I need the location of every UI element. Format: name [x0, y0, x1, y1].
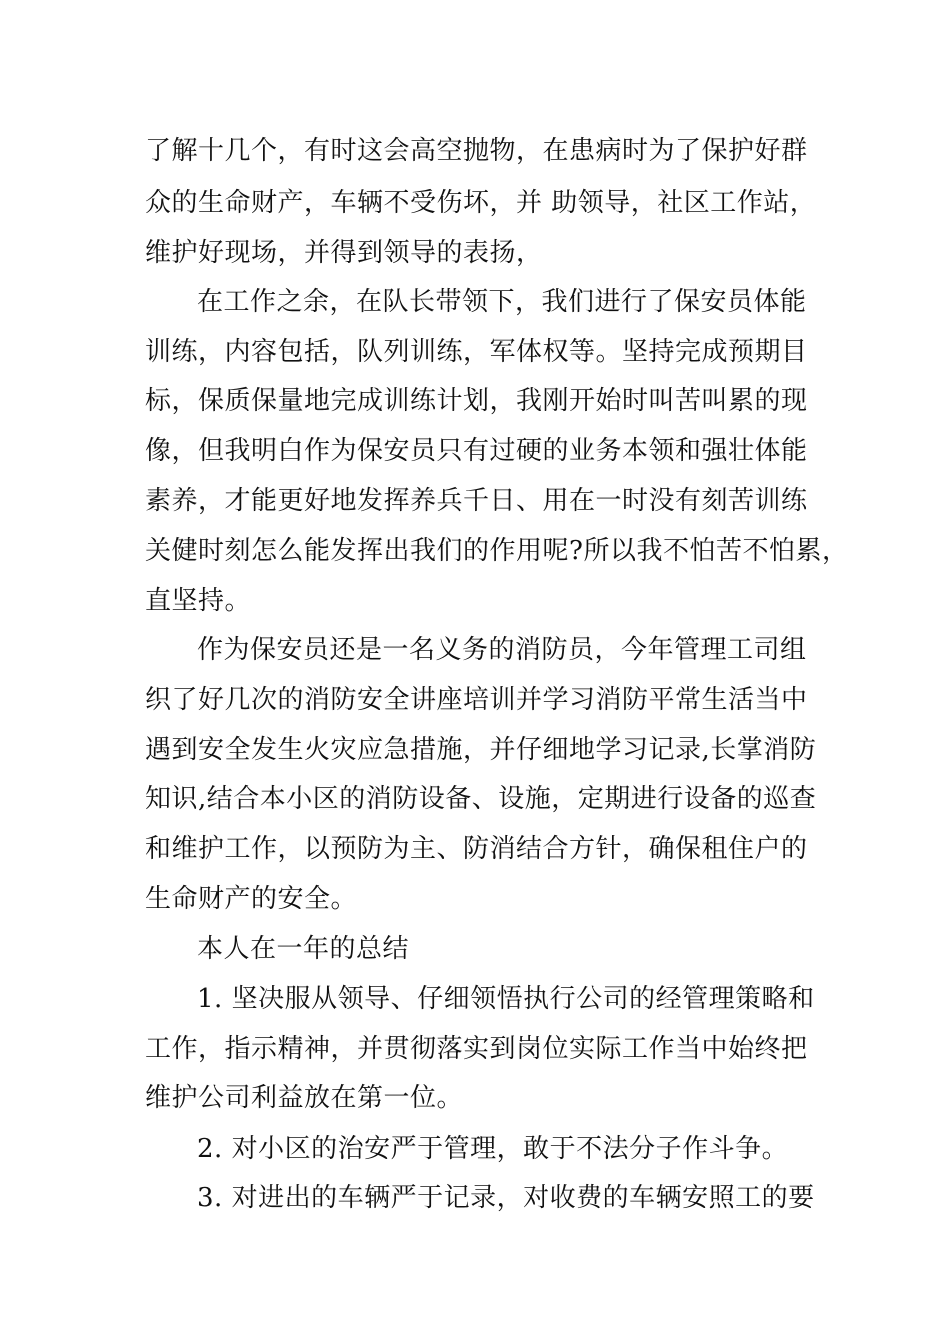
text-line: 标，保质保量地完成训练计划，我刚开始时叫苦叫累的现 [145, 386, 808, 416]
text-line: 和维护工作，以预防为主、防消结合方针，确保租住户的 [145, 834, 808, 864]
text-line: 维护好现场，并得到领导的表扬， [145, 238, 543, 268]
paragraph-start-line: 作为保安员还是一名义务的消防员，今年管理工司组 [197, 635, 807, 665]
text-line: 众的生命财产，车辆不受伤坏，并 助领导，社区工作站， [145, 188, 817, 218]
list-item-1: 1. 坚决服从领导、仔细领悟执行公司的经管理策略和 [197, 984, 815, 1014]
text-line: 维护公司利益放在第一位。 [145, 1083, 464, 1113]
list-item-3: 3. 对进出的车辆严于记录，对收费的车辆安照工的要 [197, 1183, 815, 1213]
text-line: 了解十几个，有时这会高空抛物，在患病时为了保护好群 [145, 136, 808, 166]
text-line: 像，但我明白作为保安员只有过硬的业务本领和强壮体能 [145, 436, 808, 466]
text-line: 知识,结合本小区的消防设备、设施，定期进行设备的巡查 [145, 784, 817, 814]
text-line: 直坚持。 [145, 586, 252, 616]
section-heading: 本人在一年的总结 [197, 934, 410, 964]
text-line: 素养，才能更好地发挥养兵千日、用在一时没有刻苦训练 [145, 486, 808, 516]
list-item-2: 2. 对小区的治安严于管理，敢于不法分子作斗争。 [197, 1134, 789, 1164]
paragraph-start-line: 在工作之余，在队长带领下，我们进行了保安员体能 [197, 287, 807, 317]
text-line: 织了好几次的消防安全讲座培训并学习消防平常生活当中 [145, 685, 808, 715]
text-line: 遇到安全发生火灾应急措施，并仔细地学习记录,长掌消防 [145, 735, 817, 765]
text-line: 生命财产的安全。 [145, 884, 358, 914]
text-line: 训练，内容包括，队列训练，军体权等。坚持完成预期目 [145, 337, 808, 367]
text-line: 工作，指示精神，并贯彻落实到岗位实际工作当中始终把 [145, 1034, 808, 1064]
text-line: 关健时刻怎么能发挥出我们的作用呢?所以我不怕苦不怕累， [145, 536, 849, 566]
